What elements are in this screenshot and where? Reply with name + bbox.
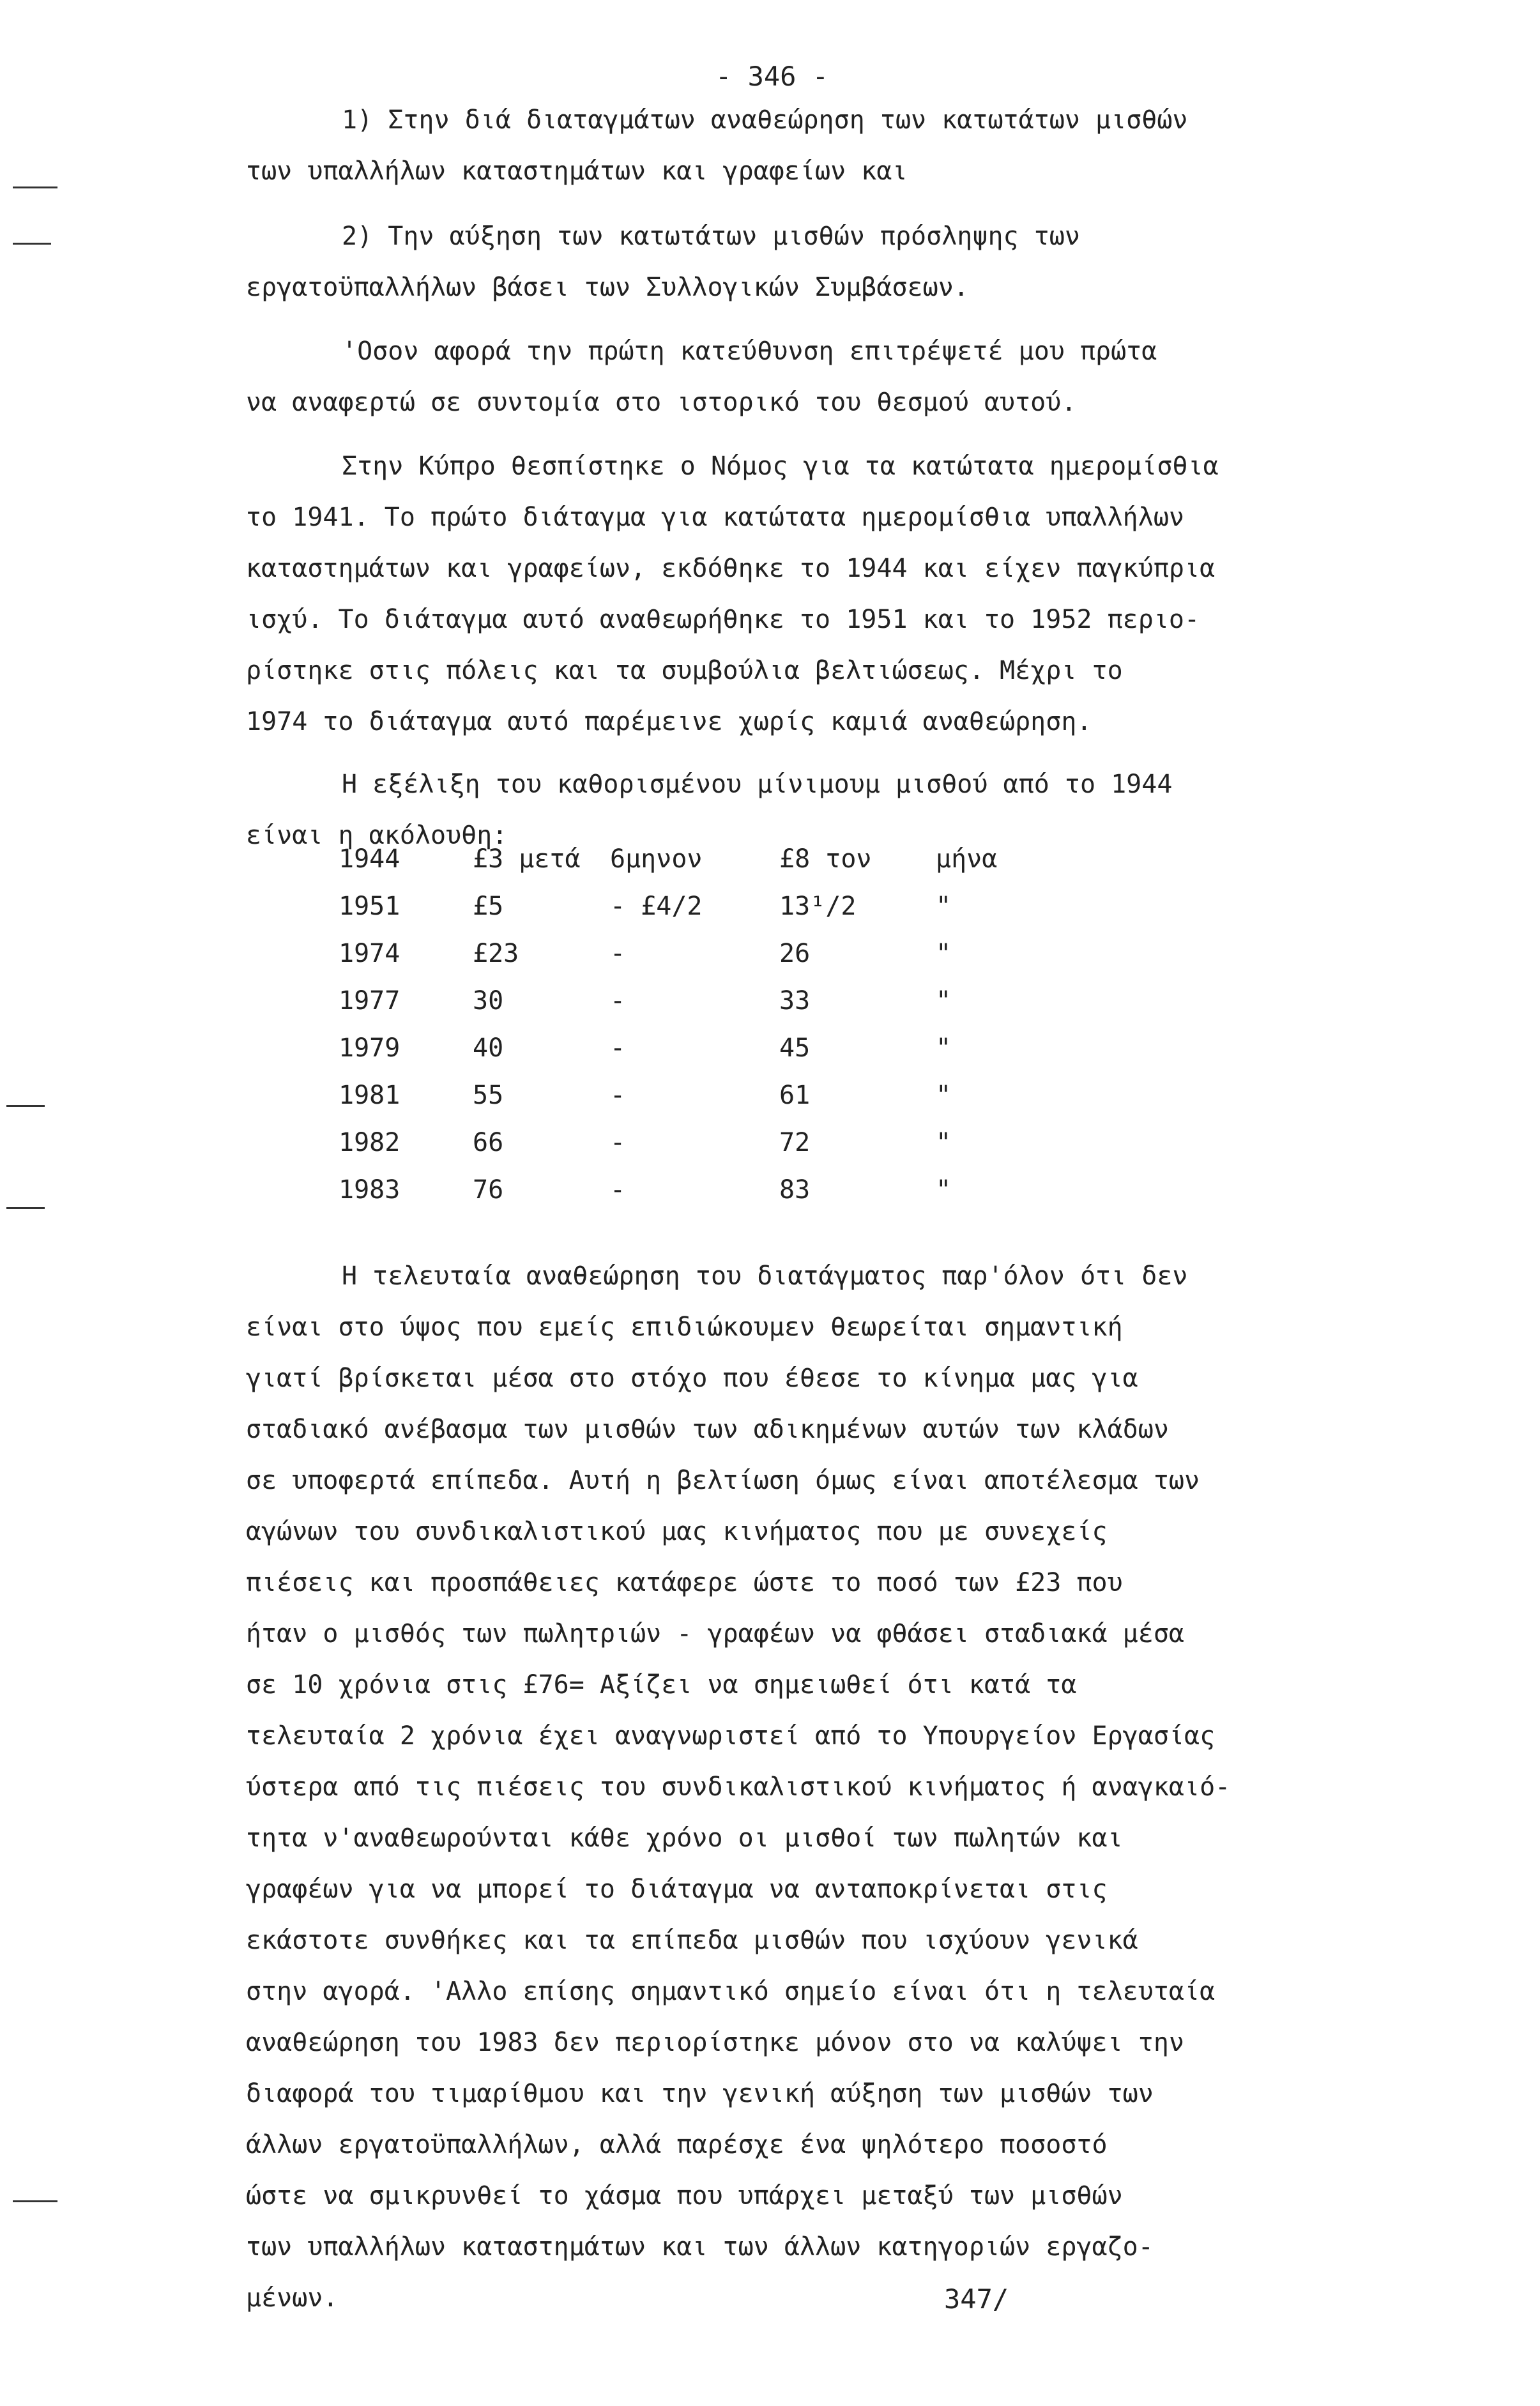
unit-cell: " [936, 986, 952, 1016]
paragraph-line: εκάστοτε συνθήκες και τα επίπεδα μισθών που ισχύουν γενικά [246, 1926, 1138, 1955]
separator-cell: - [610, 939, 626, 968]
from-cell: 66 [473, 1128, 504, 1157]
year-cell: 1944 [339, 844, 400, 874]
paragraph-line: Η τελευταία αναθεώρηση του διατάγματος παρ'όλον ότι δεν [342, 1261, 1188, 1291]
paragraph-line: ισχύ. Το διάταγμα αυτό αναθεωρήθηκε το 1951 και το 1952 περιο- [246, 605, 1200, 634]
year-cell: 1979 [339, 1033, 400, 1063]
separator-cell: - [610, 1081, 626, 1110]
paragraph-line: είναι η ακόλουθη: [246, 821, 508, 850]
paragraph-line: Η εξέλιξη του καθορισμένου μίνιμουμ μισθού από το 1944 [342, 770, 1173, 799]
next-page-marker: 347/ [944, 2283, 1009, 2315]
year-cell: 1981 [339, 1081, 400, 1110]
paragraph-line: το 1941. Το πρώτο διάταγμα για κατώτατα ημερομίσθια υπαλλήλων [246, 503, 1185, 532]
page-number: - 346 - [715, 61, 829, 92]
paragraph-line: 2) Την αύξηση των κατωτάτων μισθών πρόσληψης των [342, 222, 1080, 251]
paragraph-line: τητα ν'αναθεωρούνται κάθε χρόνο οι μισθοί των πωλητών και [246, 1824, 1123, 1853]
unit-cell: " [936, 1175, 952, 1205]
paragraph-line: ρίστηκε στις πόλεις και τα συμβούλια βελτιώσεως. Μέχρι το [246, 656, 1123, 685]
separator-cell: - [610, 986, 626, 1016]
to-cell: 45 [779, 1033, 811, 1063]
paragraph-line: γιατί βρίσκεται μέσα στο στόχο που έθεσε το κίνημα μας για [246, 1364, 1138, 1393]
to-cell: £8 τον [779, 844, 872, 874]
margin-mark [13, 187, 57, 188]
from-cell: £3 μετά [473, 844, 581, 874]
paragraph-4 [246, 441, 1491, 747]
paragraph-line: είναι στο ύψος που εμείς επιδιώκουμεν θεωρείται σημαντική [246, 1313, 1123, 1342]
paragraph-2 [246, 211, 1491, 313]
from-cell: £5 [473, 892, 504, 921]
separator-cell: 6μηνον [610, 844, 703, 874]
paragraph-line: σε 10 χρόνια στις £76= Αξίζει να σημειωθεί ότι κατά τα [246, 1670, 1077, 1700]
year-cell: 1977 [339, 986, 400, 1016]
to-cell: 72 [779, 1128, 811, 1157]
year-cell: 1974 [339, 939, 400, 968]
to-cell: 61 [779, 1081, 811, 1110]
paragraph-line: των υπαλλήλων καταστημάτων και γραφείων και [246, 156, 908, 186]
paragraph-line: 1) Στην διά διαταγμάτων αναθεώρηση των κατωτάτων μισθών [342, 105, 1188, 135]
year-cell: 1982 [339, 1128, 400, 1157]
paragraph-6 [246, 1251, 1491, 2324]
year-cell: 1951 [339, 892, 400, 921]
from-cell: 40 [473, 1033, 504, 1063]
margin-mark [13, 2200, 57, 2202]
paragraph-1 [246, 95, 1491, 197]
unit-cell: μήνα [936, 844, 998, 874]
paragraph-line: ώστε να σμικρυνθεί το χάσμα που υπάρχει μεταξύ των μισθών [246, 2181, 1123, 2211]
paragraph-line: σταδιακό ανέβασμα των μισθών των αδικημένων αυτών των κλάδων [246, 1415, 1169, 1444]
unit-cell: " [936, 939, 952, 968]
to-cell: 33 [779, 986, 811, 1016]
paragraph-line: να αναφερτώ σε συντομία στο ιστορικό του θεσμού αυτού. [246, 388, 1077, 417]
separator-cell: - [610, 1128, 626, 1157]
margin-mark [6, 1105, 45, 1107]
paragraph-line: τελευταία 2 χρόνια έχει αναγνωριστεί από το Υπουργείον Εργασίας [246, 1721, 1216, 1751]
paragraph-line: σε υποφερτά επίπεδα. Αυτή η βελτίωση όμως είναι αποτέλεσμα των [246, 1466, 1200, 1495]
paragraph-line: στην αγορά. 'Αλλο επίσης σημαντικό σημείο είναι ότι η τελευταία [246, 1977, 1216, 2006]
paragraph-line: πιέσεις και προσπάθειες κατάφερε ώστε το ποσό των £23 που [246, 1568, 1123, 1597]
paragraph-line: άλλων εργατοϋπαλλήλων, αλλά παρέσχε ένα ψηλότερο ποσοστό [246, 2130, 1108, 2159]
paragraph-line: μένων. [246, 2283, 339, 2313]
to-cell: 83 [779, 1175, 811, 1205]
separator-cell: - [610, 1175, 626, 1205]
paragraph-3 [246, 326, 1491, 428]
separator-cell: - £4/2 [610, 892, 703, 921]
paragraph-line: καταστημάτων και γραφείων, εκδόθηκε το 1944 και είχεν παγκύπρια [246, 554, 1216, 583]
margin-mark [6, 1207, 45, 1209]
paragraph-line: εργατοϋπαλλήλων βάσει των Συλλογικών Συμβάσεων. [246, 273, 969, 302]
paragraph-line: ήταν ο μισθός των πωλητριών - γραφέων να φθάσει σταδιακά μέσα [246, 1619, 1185, 1648]
from-cell: 55 [473, 1081, 504, 1110]
unit-cell: " [936, 1033, 952, 1063]
unit-cell: " [936, 1128, 952, 1157]
paragraph-line: Στην Κύπρο θεσπίστηκε ο Νόμος για τα κατώτατα ημερομίσθια [342, 452, 1219, 481]
unit-cell: " [936, 892, 952, 921]
unit-cell: " [936, 1081, 952, 1110]
paragraph-line: διαφορά του τιμαρίθμου και την γενική αύξηση των μισθών των [246, 2079, 1154, 2108]
separator-cell: - [610, 1033, 626, 1063]
paragraph-line: γραφέων για να μπορεί το διάταγμα να ανταποκρίνεται στις [246, 1875, 1108, 1904]
to-cell: 26 [779, 939, 811, 968]
from-cell: 30 [473, 986, 504, 1016]
paragraph-line: 1974 το διάταγμα αυτό παρέμεινε χωρίς καμιά αναθεώρηση. [246, 707, 1092, 736]
paragraph-line: ύστερα από τις πιέσεις του συνδικαλιστικού κινήματος ή αναγκαιό- [246, 1772, 1231, 1802]
paragraph-line: αγώνων του συνδικαλιστικού μας κινήματος που με συνεχείς [246, 1517, 1108, 1546]
from-cell: 76 [473, 1175, 504, 1205]
from-cell: £23 [473, 939, 519, 968]
to-cell: 13¹/2 [779, 892, 857, 921]
year-cell: 1983 [339, 1175, 400, 1205]
paragraph-line: 'Οσον αφορά την πρώτη κατεύθυνση επιτρέψετέ μου πρώτα [342, 337, 1157, 366]
paragraph-line: αναθεώρηση του 1983 δεν περιορίστηκε μόνον στο να καλύψει την [246, 2028, 1185, 2057]
margin-mark [13, 243, 51, 245]
paragraph-line: των υπαλλήλων καταστημάτων και των άλλων κατηγοριών εργαζο- [246, 2232, 1154, 2262]
